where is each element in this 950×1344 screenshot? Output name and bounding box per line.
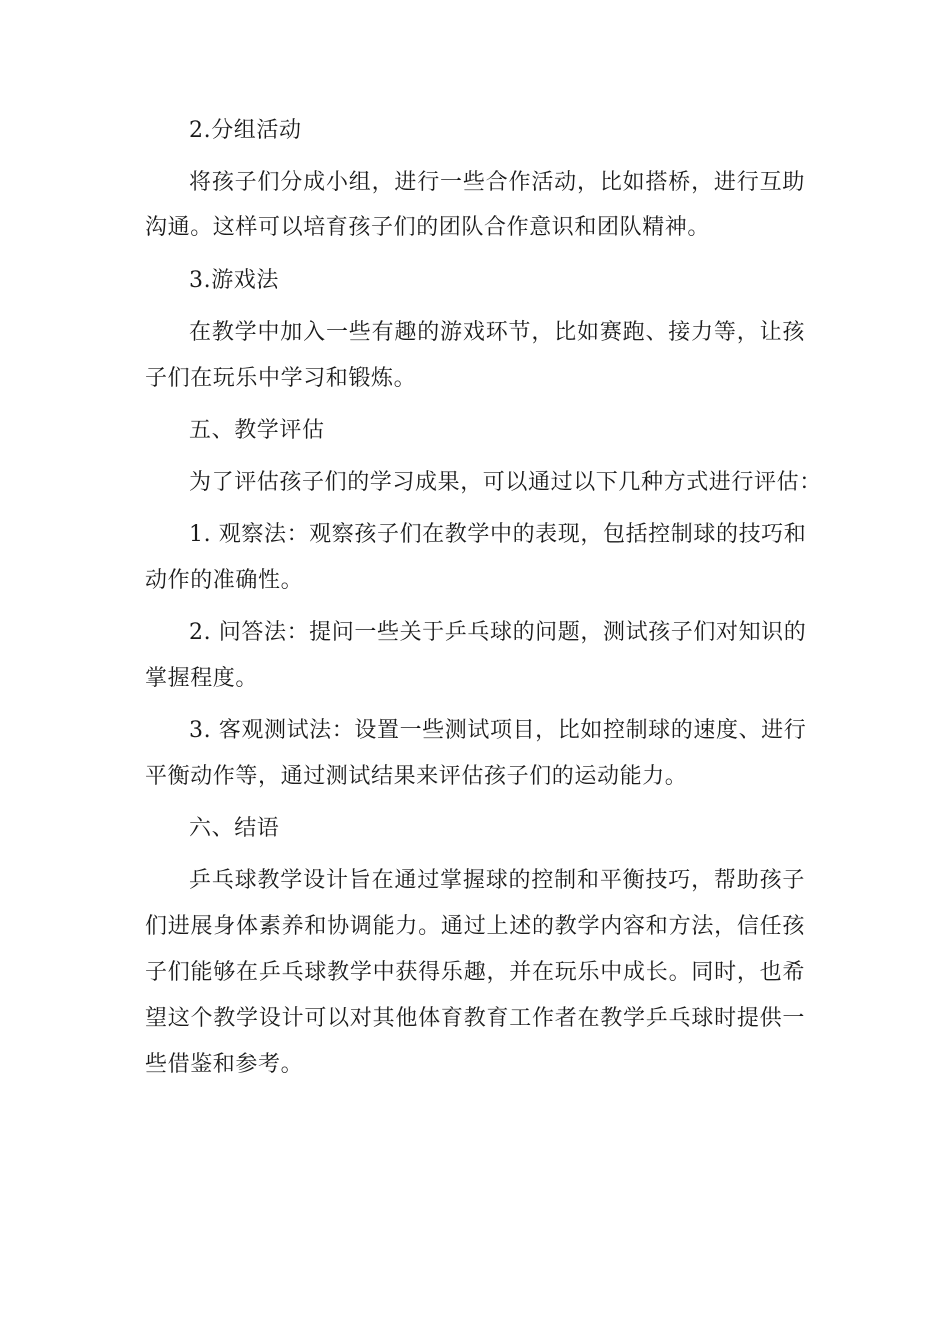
paragraph-line: 2. 问答法：提问一些关于乒乓球的问题，测试孩子们对知识的 xyxy=(189,620,807,645)
paragraph-line: 动作的准确性。 xyxy=(145,568,304,593)
section-heading: 五、教学评估 xyxy=(189,418,325,443)
paragraph-line: 子们在玩乐中学习和锻炼。 xyxy=(145,366,417,391)
section-heading: 3.游戏法 xyxy=(189,268,279,293)
paragraph-line: 沟通。这样可以培育孩子们的团队合作意识和团队精神。 xyxy=(145,215,711,240)
paragraph-line: 望这个教学设计可以对其他体育教育工作者在教学乒乓球时提供一 xyxy=(145,1006,805,1031)
section-heading: 六、结语 xyxy=(189,816,280,841)
paragraph-line: 掌握程度。 xyxy=(145,666,259,691)
paragraph-line: 将孩子们分成小组，进行一些合作活动，比如搭桥，进行互助 xyxy=(189,170,805,195)
section-heading: 2.分组活动 xyxy=(189,118,302,143)
paragraph-line: 为了评估孩子们的学习成果，可以通过以下几种方式进行评估： xyxy=(189,470,822,495)
paragraph-line: 们进展身体素养和协调能力。通过上述的教学内容和方法，信任孩 xyxy=(145,914,805,939)
paragraph-line: 1. 观察法：观察孩子们在教学中的表现，包括控制球的技巧和 xyxy=(189,522,807,547)
paragraph-line: 乒乓球教学设计旨在通过掌握球的控制和平衡技巧，帮助孩子 xyxy=(189,868,805,893)
paragraph-line: 子们能够在乒乓球教学中获得乐趣，并在玩乐中成长。同时，也希 xyxy=(145,960,805,985)
paragraph-line: 在教学中加入一些有趣的游戏环节，比如赛跑、接力等，让孩 xyxy=(189,320,805,345)
paragraph-line: 平衡动作等，通过测试结果来评估孩子们的运动能力。 xyxy=(145,764,688,789)
paragraph-line: 些借鉴和参考。 xyxy=(145,1052,304,1077)
paragraph-line: 3. 客观测试法：设置一些测试项目，比如控制球的速度、进行 xyxy=(189,718,807,743)
